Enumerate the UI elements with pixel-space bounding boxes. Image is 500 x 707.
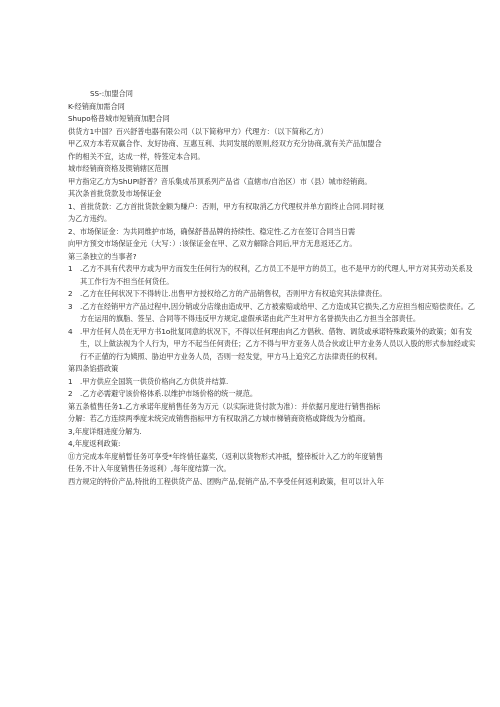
intro-line-1: 甲乙双方本若双赢合作、友好协商、互惠互利、共同发展的原则,经双方充分协商,就有关产品加盟合 <box>68 139 382 148</box>
doc-title-1: SS-:加盟合同 <box>90 89 133 98</box>
item-text: .乙方在经销甲方产品过程中,因分销或分店缘由造成甲、乙方被索赔或给甲、乙方造成其它损失,乙方应担当相应赔偿责任。乙方在运用的旗脂、签呈、合同等不得违反甲方规定,虚假承诺由此产生对甲方名誉损失由乙方担当全部责任。 <box>80 301 475 323</box>
item-number: 1 <box>68 376 73 386</box>
section-5-line-3: 3,年度详细进度分解为. <box>68 426 142 436</box>
item-text: .甲方供应全国筑一供货价格向乙方供货并结算. <box>80 376 229 386</box>
section-5-line-4: 4,年度返利政策: <box>68 439 121 448</box>
parties-line: 供货方1中国？百兴舒普电器有限公司（以下简称甲方）代理方：（以下简称乙方） <box>68 126 328 136</box>
section-3-item-1 <box>68 263 476 288</box>
section-3-item-3 <box>68 301 476 326</box>
section-5-line-5: ⑪方完成本年度梢暂任务可享受*年终悄任嘉奖,（返利以货物形式冲抵，整倖板计入乙方的年度销售 <box>68 451 383 461</box>
item-text: .乙方不具有代表甲方或为甲方而发生任何行为的权利，乙方员工不是甲方的员工，也不是甲方的代理人,甲方对其劳动关系及其工作行为不担当任何货任。 <box>80 264 473 286</box>
item-text: .甲方任何人员在无甲方书1ο批复同意的状况下，不得以任何理由向乙方倡秋、借物、调货或承诺特殊政策外的政策；如有发生，以上做法视为个人行为，甲方不起当任何责任；乙方不得与甲方亚务人员合伙或让甲方业务人员以入股的形式参加经或实行不正値的行为姨照、胁迫甲方业务人员，否则一经发觉，甲方马上追究乙方法律责任的权利。 <box>80 326 476 361</box>
section-2-heading: 其次条首批货款及市场保证金 <box>68 189 162 198</box>
item-number: 2 <box>68 289 73 298</box>
section-2-item-1-line-1: 1、首批货款：乙方首批货款金额为赚户：否则，甲方有权取消乙方代理权并单方面终止合同.同时视 <box>68 201 384 211</box>
section-2-item-2-line-1: 2、市场保证金：为共同维护市场，确保舒普品牌的持续性、稳定性.乙方在签订合同当日需 <box>68 226 356 236</box>
section-4-item-1 <box>68 376 476 389</box>
item-text: .乙方必需避守该价格体系.以维护市场价格的统一规范。 <box>80 389 258 398</box>
title-block <box>68 88 476 126</box>
section-5-line-6: 任务,不计入年度销售任务返利）,每年度结算一次。 <box>68 464 231 473</box>
section-4-item-2 <box>68 388 476 401</box>
section-1-body: 甲方指定乙方为ShUPI舒普？音乐集成吊顶系列产品省（直辖市/自治区）市（县）城市经销商。 <box>68 176 372 186</box>
section-5-line-2: 分解：若乙方连续两季度未统完成销售指标甲方有权取消乙方城市梯销商资格或降级为分植商。 <box>68 414 370 423</box>
section-3-item-4 <box>68 326 476 364</box>
section-1-heading: 城市经销商资格及锲销辖区范围 <box>68 164 169 173</box>
section-5-line-1: 第五条植售任务1.乙方承诺年度梢售任务为万元（以实际进货付款为准）：并依据月度进行销售指标 <box>68 401 381 411</box>
item-number: 3 <box>68 301 73 311</box>
section-3-heading: 第三条独立的当事者? <box>68 251 137 261</box>
section-5-line-7: 西方规定的特价产品,特批的工程供货产品、团购产品,促销产品,不享受任何返利政策，但可以计入年 <box>68 476 384 486</box>
intro-line-2: 作的相关不宜，达成一样，特签定本合同。 <box>68 151 205 161</box>
item-text: .乙方在任何状况下不得转让.出售甲方授权给乙方的产品销售权，否则甲方有权追究其法律责任。 <box>80 289 387 298</box>
section-3-item-2 <box>68 288 476 301</box>
item-number: 1 <box>68 264 73 273</box>
section-4-heading: 第四条馅搭政策 <box>68 364 119 373</box>
item-number: 2 <box>68 389 73 398</box>
item-number: 4 <box>68 326 73 336</box>
doc-title-3: Shupo格普城市短销商加肥合同 <box>68 114 170 123</box>
section-2-item-2-line-2: 向甲方预交市场保证金元（大写：）:该保证金在甲、乙双方解除合同后,甲方无息返还乙方。 <box>68 239 357 248</box>
section-2-item-1-line-2: 为乙方违约。 <box>68 214 112 223</box>
doc-title-2: K-经销商加需合同 <box>68 101 125 111</box>
